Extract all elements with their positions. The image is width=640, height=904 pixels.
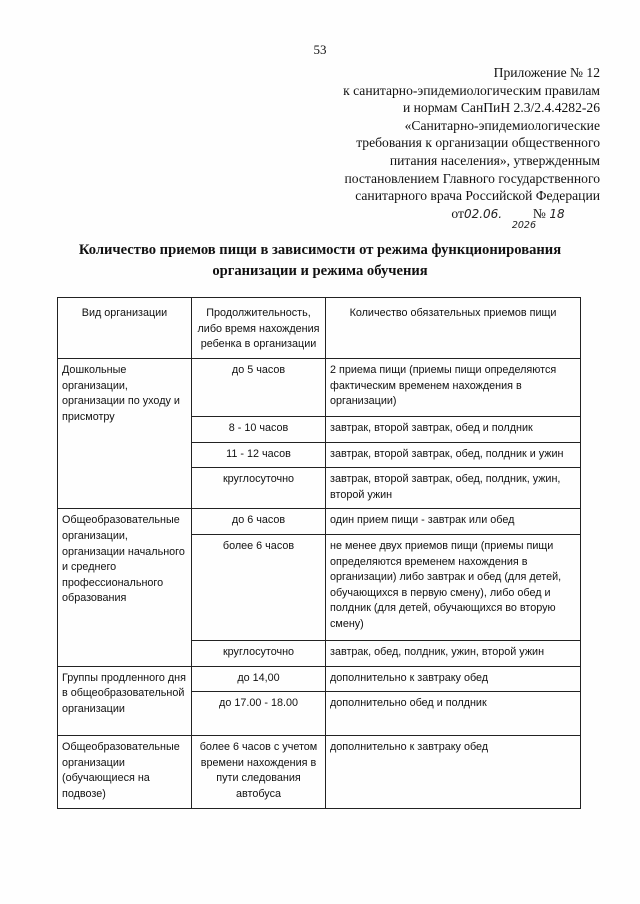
approval-line <box>290 205 600 231</box>
table-row <box>58 359 581 417</box>
duration-cell: до 6 часов <box>192 509 326 535</box>
duration-cell: до 5 часов <box>192 359 326 417</box>
org-cell: Группы продленного дня в общеобразовательной организации <box>58 666 192 736</box>
approval-year-handwritten: 2026 <box>511 219 536 231</box>
table-row <box>58 736 581 808</box>
appendix-line: питания населения», утвержденным <box>389 152 600 168</box>
duration-cell: до 17.00 - 18.00 <box>192 692 326 736</box>
title-line: Количество приемов пищи в зависимости от режима функционирования <box>78 242 562 258</box>
duration-cell: более 6 часов <box>192 534 326 640</box>
document-title <box>40 240 600 282</box>
duration-cell: 11 - 12 часов <box>192 442 326 468</box>
meals-cell: завтрак, второй завтрак, обед, полдник и ужин <box>326 442 581 468</box>
meals-table <box>57 297 581 809</box>
approval-prefix: от <box>451 205 464 221</box>
approval-date-handwritten: 02.06. <box>463 206 503 221</box>
duration-cell: 8 - 10 часов <box>192 417 326 443</box>
header-org: Вид организации <box>58 298 192 359</box>
appendix-line: к санитарно-эпидемиологическим правилам <box>343 82 600 98</box>
org-cell: Дошкольные организации, организации по уходу и присмотру <box>58 359 192 509</box>
appendix-line: санитарного врача Российской Федерации <box>355 188 600 204</box>
appendix-line: и нормам СанПиН 2.3/2.4.4282-26 <box>402 100 600 116</box>
duration-cell: до 14,00 <box>192 666 326 692</box>
table-row <box>58 666 581 692</box>
meals-cell: завтрак, второй завтрак, обед, полдник, ужин, второй ужин <box>326 468 581 509</box>
approval-number-handwritten: 18 <box>549 206 565 221</box>
org-cell: Общеобразовательные организации, организации начального и среднего профессионального образования <box>58 509 192 666</box>
duration-cell: более 6 часов с учетом времени нахождения в пути следования автобуса <box>192 736 326 808</box>
header-duration: Продолжительность, либо время нахождения ребенка в организации <box>192 298 326 359</box>
meals-cell: завтрак, обед, полдник, ужин, второй ужин <box>326 640 581 666</box>
appendix-line: требования к организации общественного <box>356 135 600 151</box>
appendix-line: «Санитарно-эпидемиологические <box>404 117 600 133</box>
meals-cell: 2 приема пищи (приемы пищи определяются фактическим временем нахождения в организации) <box>326 359 581 417</box>
meals-cell: дополнительно обед и полдник <box>326 692 581 736</box>
appendix-header <box>290 64 600 231</box>
appendix-line: Приложение № 12 <box>493 65 600 80</box>
table-row <box>58 509 581 535</box>
header-meals: Количество обязательных приемов пищи <box>326 298 581 359</box>
title-line: организации и режима обучения <box>212 263 428 279</box>
meals-cell: дополнительно к завтраку обед <box>326 736 581 808</box>
meals-cell: один прием пищи - завтрак или обед <box>326 509 581 535</box>
meals-cell: не менее двух приемов пищи (приемы пищи определяются временем нахождения в организации) либо завтрак и обед (для детей, обучающихся в первую смену), либо обед и полдник (для детей, обучающихся во вторую смену) <box>326 534 581 640</box>
duration-cell: круглосуточно <box>192 468 326 509</box>
meals-cell: завтрак, второй завтрак, обед и полдник <box>326 417 581 443</box>
org-cell: Общеобразовательные организации (обучающиеся на подвозе) <box>58 736 192 808</box>
duration-cell: круглосуточно <box>192 640 326 666</box>
meals-cell: дополнительно к завтраку обед <box>326 666 581 692</box>
appendix-line: постановлением Главного государственного <box>344 170 600 186</box>
page-number: 53 <box>313 42 327 57</box>
table-header-row <box>58 298 581 359</box>
approval-number-label: № <box>532 205 546 221</box>
